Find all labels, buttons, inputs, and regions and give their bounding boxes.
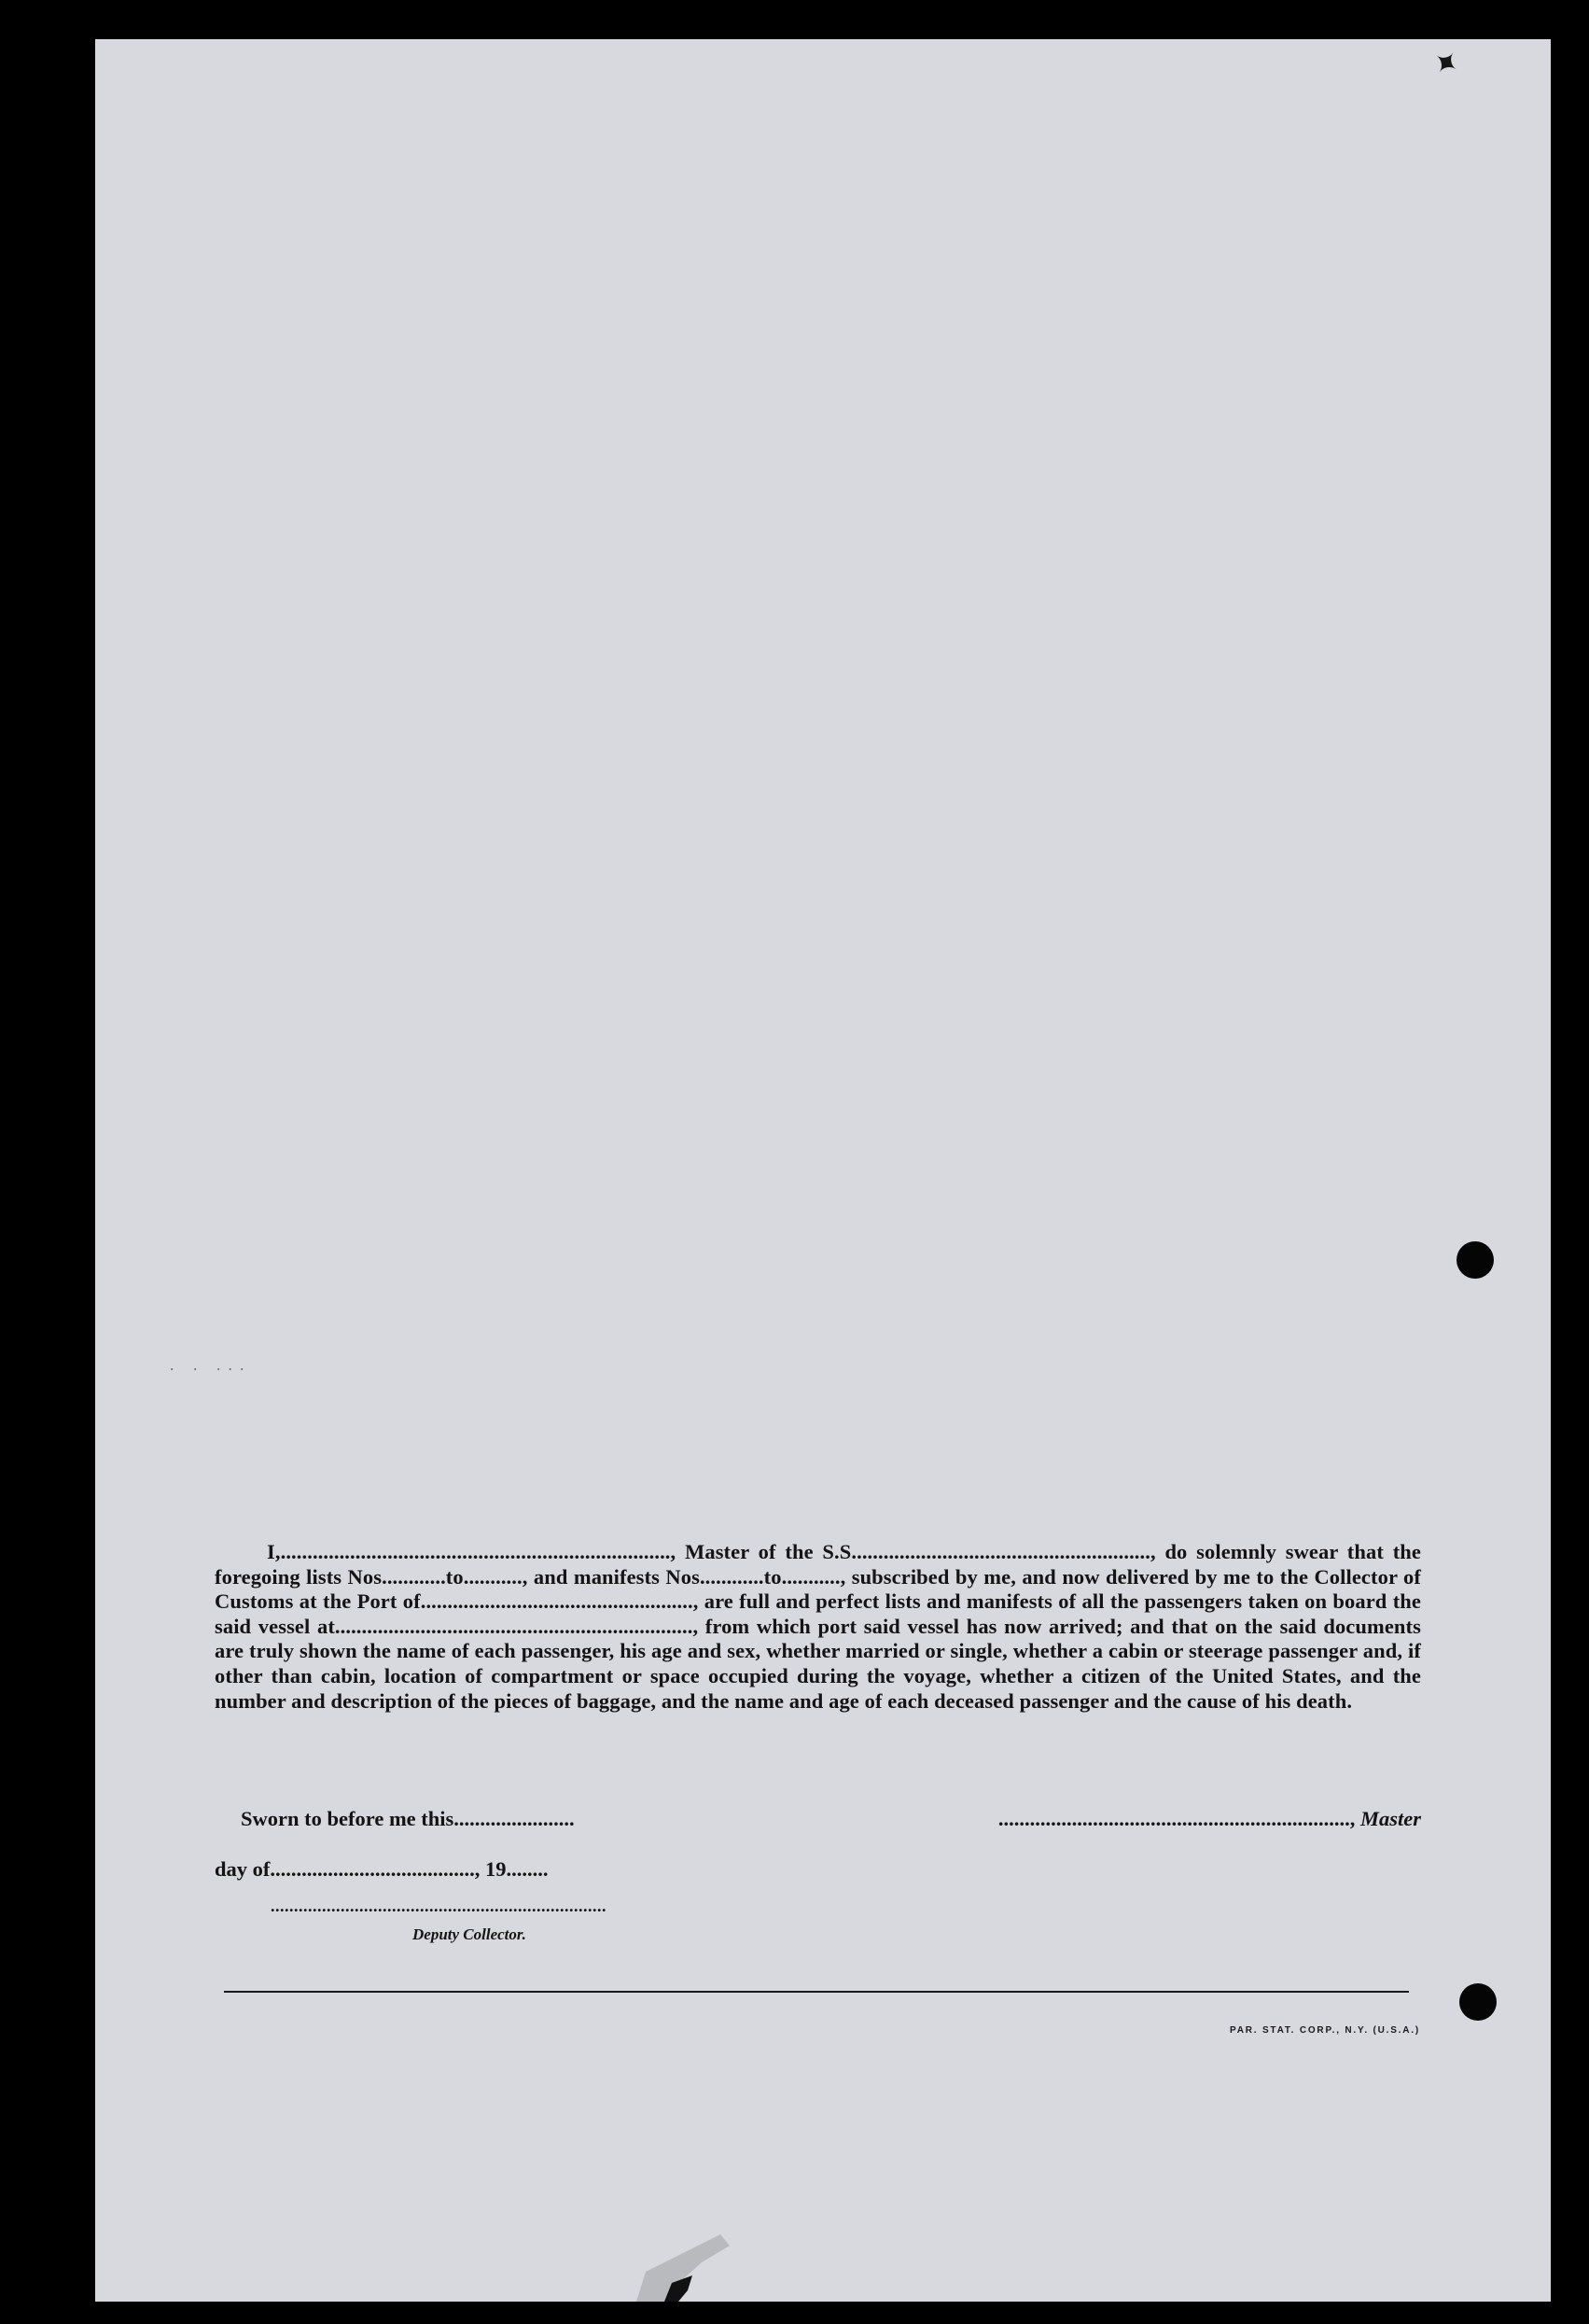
oath-name-blank: ......................................................................... <box>280 1540 671 1563</box>
ink-specks: ∙ ∙ ∙∙∙ <box>170 1360 252 1379</box>
corner-ink-mark: ✦ <box>1424 42 1467 86</box>
sworn-before-line: Sworn to before me this....................... <box>241 1807 575 1830</box>
form-page <box>95 39 1551 2302</box>
bottom-rule <box>224 1991 1409 1993</box>
master-label: Master <box>1359 1807 1421 1830</box>
master-signature-line: ..................................................................., Master <box>997 1807 1421 1830</box>
day-of-line: day of......................................., 19........ <box>215 1857 549 1881</box>
master-oath-paragraph <box>215 1540 1421 1714</box>
oath-intro: I, <box>267 1540 281 1563</box>
punch-hole-lower <box>1459 1983 1497 2021</box>
master-signature-blank: ................................................................... <box>997 1807 1350 1830</box>
deputy-signature-blank: ........................................................................ <box>271 1897 606 1915</box>
oath-text: , Master of the S.S........................................................, do solemnly swear that the foregoing lists Nos............to..........., and manifests Nos............to..........., subscribed by me, and now delivered by me to the Collector of Customs at the Port of..................................................., are full and perfect lists and manifests of all the passengers taken on board the said vessel at..................................................................., from which port said vessel has now arrived; and that on the said documents are truly shown the name of each passenger, his age and sex, whether married or single, whether a cabin or steerage passenger and, if other than cabin, location of compartment or space occupied during the voyage, whether a citizen of the United States, and the number and description of the pieces of baggage, and the name and age of each deceased passenger and the cause of his death. <box>215 1540 1421 1713</box>
printer-imprint: PAR. STAT. CORP., N.Y. (U.S.A.) <box>1230 2025 1420 2036</box>
deputy-collector-label: Deputy Collector. <box>412 1925 526 1943</box>
torn-edge-mark <box>562 2234 748 2302</box>
punch-hole-upper <box>1457 1241 1494 1279</box>
